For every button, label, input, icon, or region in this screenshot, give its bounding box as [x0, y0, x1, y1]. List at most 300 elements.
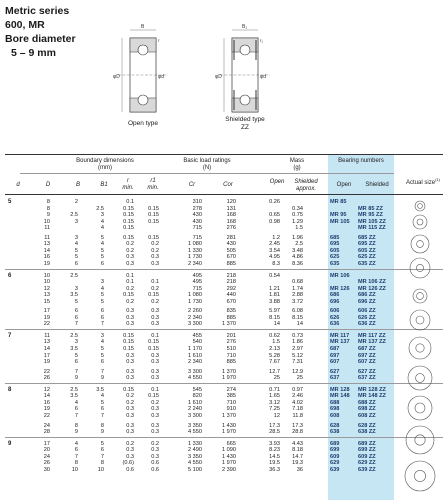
cell-mass-shielded: 1.5 — [295, 225, 303, 232]
cell-mass-open: 4.95 — [269, 254, 280, 261]
cell-B1: 6 — [100, 260, 104, 267]
cell-r1: 0.15 — [148, 346, 159, 352]
cell-mass-open: 1.65 — [269, 393, 280, 400]
cell-open-number: 638 — [330, 429, 340, 436]
cell-r1: 0.2 — [151, 440, 159, 447]
cell-open-number: 628 — [330, 422, 340, 429]
cell-mass-shielded: 0.68 — [292, 279, 303, 286]
cell-Cor: 910 — [226, 406, 236, 413]
cell-D: 9 — [46, 212, 50, 219]
col-B: B — [75, 182, 80, 188]
cell-r: 0.15 — [123, 212, 134, 219]
cell-open-number: MR 105 — [330, 218, 350, 225]
cell-B: 4 — [74, 440, 78, 447]
cell-Cr: 1 330 — [188, 440, 202, 447]
cell-r: 0.1 — [126, 199, 134, 205]
cell-open-number: 608 — [330, 412, 340, 419]
cell-mass-open: 3.88 — [269, 298, 280, 305]
cell-mass-open: 8.23 — [269, 447, 280, 454]
cell-B1: 4 — [100, 393, 104, 400]
cell-r1: 0.3 — [151, 321, 159, 328]
cell-D: 28 — [43, 429, 50, 436]
cell-D: 22 — [43, 412, 50, 419]
cell-Cr: 2 490 — [188, 447, 202, 454]
cell-r: 0.2 — [126, 298, 134, 305]
cell-B: 3 — [74, 339, 78, 346]
cell-B: 6 — [74, 359, 78, 366]
cell-Cr: 1 610 — [188, 352, 202, 359]
cell-B1: 5 — [100, 298, 104, 305]
bore-diameter: 7 — [8, 332, 12, 339]
cell-r1: 0.3 — [151, 412, 159, 419]
cell-mass-shielded: 2.46 — [292, 393, 303, 400]
cell-B1: 5 — [100, 399, 104, 406]
cell-open-number: MR 106 — [330, 272, 350, 279]
cell-r1: 0.15 — [148, 234, 159, 241]
cell-mass-open: 3.12 — [269, 399, 280, 406]
cell-B1: 5 — [100, 352, 104, 359]
shielded-type-caption — [218, 116, 272, 132]
cell-r1: 0.1 — [151, 386, 159, 393]
cell-Cor: 835 — [226, 308, 236, 315]
cell-mass-open: 17.3 — [269, 422, 280, 429]
cell-B1: 9 — [100, 375, 104, 382]
cell-r: 0.2 — [126, 241, 134, 248]
cell-B1: 5 — [100, 346, 104, 352]
cell-open-number: 629 — [330, 460, 340, 467]
cell-B: 5 — [74, 254, 78, 261]
cell-mass-shielded: 36 — [296, 466, 303, 473]
cell-B1: 3 — [100, 212, 104, 219]
cell-shielded-number: 696 ZZ — [358, 298, 376, 305]
cell-B: 2.5 — [70, 386, 78, 393]
cell-shielded-number: MR 95 ZZ — [358, 212, 383, 219]
cell-r: 0.2 — [126, 247, 134, 254]
cell-shielded-number: 636 ZZ — [358, 321, 376, 328]
cell-mass-open: 5.28 — [269, 352, 280, 359]
cell-mass-open: 2.45 — [269, 241, 280, 248]
cell-open-number: 637 — [330, 375, 340, 382]
cell-open-number: 605 — [330, 247, 340, 254]
cell-B1: 6 — [100, 447, 104, 454]
cell-Cor: 670 — [226, 254, 236, 261]
svg-text:φd: φd — [158, 74, 165, 80]
col-mass-approx: approx. — [295, 186, 316, 192]
cell-mass-shielded: 3.72 — [292, 298, 303, 305]
cell-mass-shielded: 4.02 — [292, 399, 303, 406]
cell-D: 17 — [43, 308, 50, 315]
header-load-unit: (N) — [202, 165, 212, 171]
col-d: d — [16, 182, 20, 188]
cell-D: 19 — [43, 406, 50, 413]
cell-shielded-number: MR 85 ZZ — [358, 205, 383, 212]
col-r1-min: min. — [147, 185, 159, 191]
cell-B1: 3.5 — [96, 386, 104, 393]
cell-mass-open: 19.5 — [269, 460, 280, 467]
bore-diameter: 6 — [8, 272, 12, 279]
cell-Cor: 710 — [226, 352, 236, 359]
cell-r: 0.3 — [126, 447, 134, 454]
cell-r1: 0.15 — [148, 339, 159, 346]
cell-open-number: 696 — [330, 298, 340, 305]
group-divider — [5, 269, 443, 270]
cell-D: 11 — [44, 332, 50, 339]
cell-shielded-number: MR 105 ZZ — [358, 218, 386, 225]
cell-Cor: 885 — [226, 260, 236, 267]
cell-r1: 0.15 — [148, 292, 159, 299]
col-Cor: Cor — [223, 182, 233, 188]
cell-B: 4 — [74, 399, 78, 406]
cell-r1: 0.3 — [151, 352, 159, 359]
cell-open-number: MR 128 — [330, 386, 350, 393]
cell-Cr: 3 300 — [188, 412, 202, 419]
cell-r1: 0.15 — [148, 212, 159, 219]
title-type: 600, MR — [5, 19, 45, 31]
cell-Cor: 665 — [226, 440, 236, 447]
cell-Cor: 1 970 — [222, 375, 236, 382]
cell-r: 0.2 — [126, 393, 134, 400]
cell-open-number: 689 — [330, 440, 340, 447]
open-type-caption: Open type — [128, 120, 158, 127]
cell-mass-open: 36.3 — [269, 466, 280, 473]
cell-B: 2 — [74, 199, 78, 205]
col-mass-shielded: Shielded — [294, 179, 318, 185]
cell-B1: 2.5 — [96, 205, 104, 212]
cell-Cor: 1 370 — [222, 321, 236, 328]
cell-Cr: 430 — [192, 218, 202, 225]
cell-mass-open: 0.26 — [269, 199, 280, 205]
cell-r1: 0.15 — [148, 393, 159, 400]
cell-r1: 0.15 — [148, 218, 159, 225]
cell-Cor: 201 — [226, 332, 236, 339]
cell-r1: 0.3 — [151, 422, 159, 429]
svg-text:φd: φd — [260, 74, 267, 80]
cell-mass-shielded: 2.97 — [292, 346, 303, 352]
cell-open-number: 625 — [330, 254, 340, 261]
cell-B: 2.5 — [70, 272, 78, 279]
cell-B: 5 — [74, 298, 78, 305]
cell-D: 14 — [43, 346, 50, 352]
title-bore: Bore diameter — [5, 33, 76, 45]
cell-open-number: 635 — [330, 260, 340, 267]
header-sub-rule — [20, 173, 394, 174]
cell-B: 3.5 — [70, 393, 78, 400]
cell-Cor: 440 — [226, 292, 236, 299]
cell-Cor: 168 — [226, 212, 236, 219]
cell-B1: 5 — [100, 292, 104, 299]
header-bottom-rule — [5, 194, 443, 195]
cell-Cr: 1 080 — [188, 241, 202, 248]
cell-B1: 3 — [100, 332, 104, 339]
cell-D: 14 — [43, 247, 50, 254]
cell-B: 6 — [74, 308, 78, 315]
cell-B: 6 — [74, 260, 78, 267]
cell-r1: 0.1 — [151, 279, 159, 286]
cell-mass-open: 3.54 — [269, 247, 280, 254]
header-actual-size: Actual size$^{(1)}$ — [406, 177, 440, 186]
col-B1: B1 — [100, 182, 108, 188]
cell-Cor: 1 090 — [222, 447, 236, 454]
cell-r: 0.15 — [123, 205, 134, 212]
cell-Cr: 4 550 — [188, 429, 202, 436]
cell-mass-shielded: 7.31 — [292, 359, 303, 366]
cell-shielded-number: 609 ZZ — [358, 453, 376, 460]
cell-B: 8 — [74, 460, 78, 467]
cell-shielded-number: MR 115 ZZ — [358, 225, 386, 232]
cell-B: 6 — [74, 406, 78, 413]
cell-Cr: 1 330 — [188, 247, 202, 254]
cell-Cr: 455 — [192, 332, 202, 339]
cell-Cr: 1 170 — [188, 346, 202, 352]
cell-shielded-number: 637 ZZ — [358, 375, 376, 382]
cell-B1: 4 — [100, 225, 104, 232]
cell-r1: 0.6 — [151, 466, 159, 473]
cell-B: 7 — [74, 453, 78, 460]
cell-D: 17 — [43, 440, 50, 447]
cell-shielded-number: MR 137 ZZ — [358, 339, 386, 346]
cell-shielded-number: 687 ZZ — [358, 346, 376, 352]
cell-r: 0.3 — [126, 260, 134, 267]
cell-r1: 0.3 — [151, 314, 159, 321]
cell-B: 2.5 — [70, 212, 78, 219]
cell-D: 30 — [43, 466, 50, 473]
cell-mass-open: 14 — [273, 321, 280, 328]
cell-Cor: 1 430 — [222, 453, 236, 460]
cell-r: 0.3 — [126, 359, 134, 366]
cell-mass-shielded: 3.48 — [292, 247, 303, 254]
cell-B: 3.5 — [70, 346, 78, 352]
cell-Cor: 1 970 — [222, 460, 236, 467]
cell-Cor: 670 — [226, 298, 236, 305]
cell-D: 17 — [43, 352, 50, 359]
cell-Cr: 1 610 — [188, 399, 202, 406]
cell-mass-shielded: 25 — [296, 375, 303, 382]
cell-mass-shielded: 1.74 — [292, 285, 303, 292]
cell-Cor: 218 — [226, 279, 236, 286]
cell-Cor: 1 970 — [222, 429, 236, 436]
cell-D: 22 — [43, 368, 50, 375]
cell-B: 7 — [74, 368, 78, 375]
cell-Cr: 820 — [192, 393, 202, 400]
svg-text:φD: φD — [215, 74, 222, 80]
cell-r: 0.15 — [123, 346, 134, 352]
cell-r1: 0.1 — [151, 332, 159, 339]
cell-D: 22 — [43, 321, 50, 328]
cell-mass-shielded: 1.86 — [292, 339, 303, 346]
cell-r: 0.15 — [123, 339, 134, 346]
cell-open-number: 695 — [330, 241, 340, 248]
cell-mass-open: 0.65 — [269, 212, 280, 219]
cell-Cor: 385 — [226, 393, 236, 400]
cell-B1: 4 — [100, 339, 104, 346]
cell-mass-open: 0.98 — [269, 218, 280, 225]
cell-Cr: 1 730 — [188, 298, 202, 305]
cell-Cor: 218 — [226, 272, 236, 279]
bore-diameter: 9 — [8, 440, 12, 447]
cell-B1: 10 — [97, 466, 104, 473]
cell-open-number: MR 137 — [330, 339, 350, 346]
cell-D: 15 — [43, 298, 50, 305]
cell-r: 0.15 — [123, 234, 134, 241]
cell-B1: 4 — [100, 218, 104, 225]
cell-shielded-number: MR 128 ZZ — [358, 386, 386, 393]
svg-text:r: r — [158, 38, 160, 43]
cell-D: 24 — [43, 453, 50, 460]
shielded-type-diagram — [210, 20, 280, 115]
cell-D: 10 — [43, 218, 50, 225]
cell-open-number: 609 — [330, 453, 340, 460]
cell-r: 0.3 — [126, 375, 134, 382]
cell-D: 13 — [43, 339, 50, 346]
cell-Cr: 715 — [192, 285, 202, 292]
cell-mass-shielded: 14 — [296, 321, 303, 328]
cell-B: 4 — [74, 241, 78, 248]
cell-r: 0.3 — [126, 321, 134, 328]
cell-open-number: 687 — [330, 346, 340, 352]
cell-Cr: 2 240 — [188, 406, 202, 413]
cell-Cr: 2 340 — [188, 359, 202, 366]
cell-open-number: MR 95 — [330, 212, 347, 219]
cell-Cr: 278 — [192, 205, 202, 212]
cell-D: 16 — [43, 399, 50, 406]
cell-B1: 7 — [100, 412, 104, 419]
cell-open-number: 626 — [330, 314, 340, 321]
cell-Cor: 168 — [226, 218, 236, 225]
cell-shielded-number: 689 ZZ — [358, 440, 376, 447]
cell-mass-shielded: 6.08 — [292, 308, 303, 315]
shielded-caption-sub: ZZ — [241, 124, 249, 131]
cell-r: 0.15 — [123, 225, 134, 232]
cell-Cor: 276 — [226, 225, 236, 232]
cell-B1: 6 — [100, 406, 104, 413]
cell-open-number: 607 — [330, 359, 340, 366]
cell-r: 0.3 — [126, 368, 134, 375]
cell-mass-open: 0.71 — [269, 386, 280, 393]
cell-mass-open: 5.97 — [269, 308, 280, 315]
cell-r1: 0.15 — [148, 205, 159, 212]
cell-shielded-number: 699 ZZ — [358, 447, 376, 454]
title-block — [5, 4, 76, 60]
cell-D: 8 — [46, 199, 50, 205]
cell-r1: 0.3 — [151, 406, 159, 413]
cell-B1: 6 — [100, 308, 104, 315]
cell-D: 19 — [43, 260, 50, 267]
cell-B: 3.5 — [70, 292, 78, 299]
cell-B: 2.5 — [70, 332, 78, 339]
cell-mass-open: 1.21 — [269, 285, 280, 292]
cell-shielded-number: 685 ZZ — [358, 234, 376, 241]
cell-open-number: MR 148 — [330, 393, 350, 400]
bore-diameter: 8 — [8, 386, 12, 393]
cell-B1: 6 — [100, 359, 104, 366]
cell-mass-shielded: 8.15 — [292, 314, 303, 321]
group-divider — [5, 437, 443, 438]
cell-D: 12 — [43, 285, 50, 292]
cell-mass-open: 1.5 — [272, 339, 280, 346]
cell-B: 6 — [74, 314, 78, 321]
cell-mass-shielded: 8.18 — [292, 447, 303, 454]
cell-Cor: 292 — [226, 285, 236, 292]
cell-mass-shielded: 5.12 — [292, 352, 303, 359]
col-r: r — [127, 178, 129, 184]
cell-Cor: 710 — [226, 399, 236, 406]
cell-r: 0.1 — [126, 272, 134, 279]
cell-D: 26 — [43, 460, 50, 467]
cell-open-number: 639 — [330, 466, 340, 473]
cell-r1: 0.3 — [151, 359, 159, 366]
cell-r1: 0.3 — [151, 447, 159, 454]
cell-mass-open: 28.5 — [269, 429, 280, 436]
cell-Cr: 545 — [192, 386, 202, 393]
cell-Cr: 2 340 — [188, 314, 202, 321]
cell-mass-open: 8.3 — [272, 260, 280, 267]
cell-open-number: 686 — [330, 292, 340, 299]
cell-B: 9 — [74, 375, 78, 382]
cell-B: 9 — [74, 429, 78, 436]
cell-mass-shielded: 0.75 — [292, 212, 303, 219]
cell-mass-shielded: 14.7 — [292, 453, 303, 460]
cell-B1: 4 — [100, 285, 104, 292]
cell-Cr: 715 — [192, 234, 202, 241]
cell-r1: 0.2 — [151, 247, 159, 254]
cell-r: 0.3 — [126, 422, 134, 429]
table-top-rule — [5, 154, 443, 155]
cell-r1: 0.2 — [151, 241, 159, 248]
shielded-caption-text: Shielded type — [225, 116, 265, 123]
cell-D: 19 — [43, 359, 50, 366]
cell-shielded-number: 625 ZZ — [358, 254, 376, 261]
cell-mass-open: 25 — [273, 375, 280, 382]
cell-r: 0.6 — [126, 466, 134, 473]
cell-Cor: 2 390 — [222, 466, 236, 473]
col-r-min: min. — [122, 185, 134, 191]
cell-mass-shielded: 2.5 — [295, 241, 303, 248]
cell-B1: 3 — [100, 279, 104, 286]
cell-r1: 0.2 — [151, 298, 159, 305]
cell-D: 24 — [43, 422, 50, 429]
cell-Cr: 3 300 — [188, 368, 202, 375]
cell-r: 0.15 — [123, 292, 134, 299]
cell-open-number: MR 126 — [330, 285, 350, 292]
cell-Cr: 495 — [192, 279, 202, 286]
open-type-diagram — [108, 20, 178, 115]
cell-Cr: 310 — [192, 199, 202, 205]
cell-shielded-number: 605 ZZ — [358, 247, 376, 254]
cell-shielded-number: 629 ZZ — [358, 460, 376, 467]
cell-shielded-number: MR 126 ZZ — [358, 285, 386, 292]
actual-size-label: Actual size — [406, 180, 436, 186]
cell-D: 12 — [43, 386, 50, 393]
cell-open-number: 627 — [330, 368, 340, 375]
cell-D: 8 — [46, 205, 50, 212]
cell-B: 7 — [74, 321, 78, 328]
cell-r: 0.3 — [126, 254, 134, 261]
cell-D: 11 — [44, 225, 50, 232]
header-load: Basic load ratings — [183, 158, 231, 164]
cell-mass-open: 12 — [273, 412, 280, 419]
cell-B: 6 — [74, 447, 78, 454]
cell-mass-shielded: 1.29 — [292, 218, 303, 225]
cell-B: 10 — [71, 466, 78, 473]
cell-Cr: 540 — [192, 339, 202, 346]
cell-shielded-number: 626 ZZ — [358, 314, 376, 321]
cell-mass-open: 1.2 — [272, 234, 280, 241]
cell-mass-shielded: 19.3 — [292, 460, 303, 467]
actual-size-illustrations — [392, 196, 448, 500]
cell-Cor: 120 — [226, 199, 236, 205]
cell-open-number: 697 — [330, 352, 340, 359]
cell-r: 0.3 — [126, 412, 134, 419]
